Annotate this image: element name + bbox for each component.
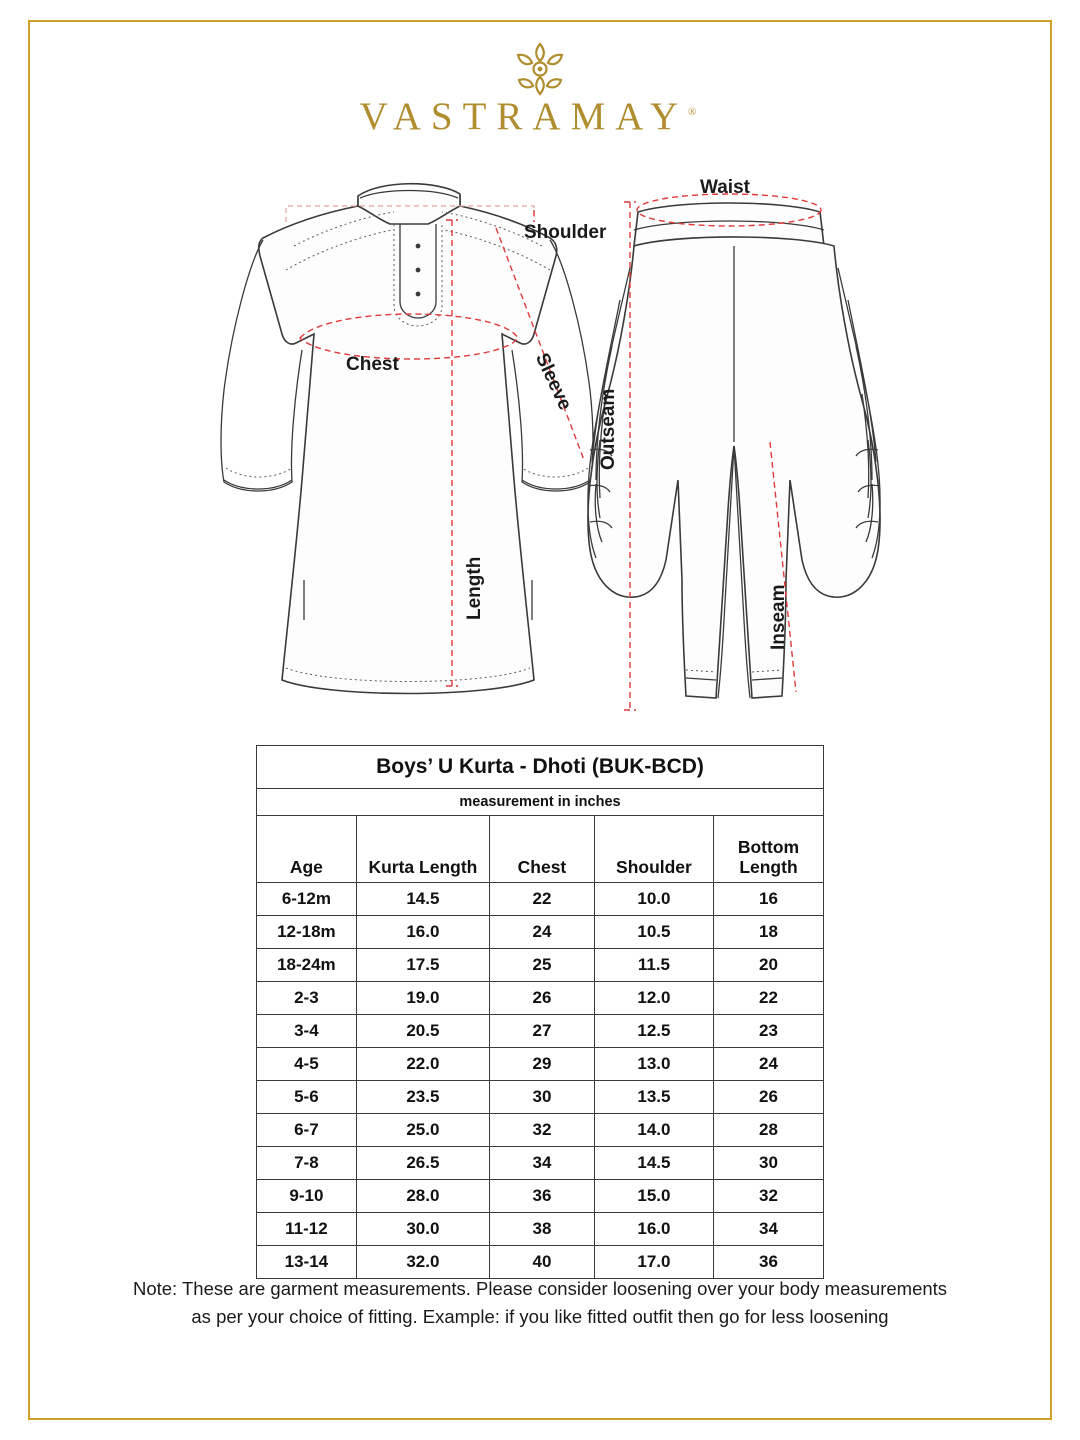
cell-bottom-length: 18 xyxy=(713,916,823,949)
cell-kurta-length: 14.5 xyxy=(356,883,489,916)
note-line-2: as per your choice of fitting. Example: if you like fitted outfit then go for less loosening xyxy=(191,1305,889,1327)
cell-chest: 36 xyxy=(490,1180,595,1213)
column-header-bottom-length: Bottom Length xyxy=(713,816,823,883)
cell-age: 12-18m xyxy=(257,916,357,949)
cell-bottom-length: 23 xyxy=(713,1015,823,1048)
label-waist: Waist xyxy=(700,177,750,198)
cell-bottom-length: 34 xyxy=(713,1213,823,1246)
cell-kurta-length: 20.5 xyxy=(356,1015,489,1048)
cell-kurta-length: 26.5 xyxy=(356,1147,489,1180)
cell-age: 13-14 xyxy=(257,1246,357,1279)
cell-chest: 22 xyxy=(490,883,595,916)
cell-bottom-length: 36 xyxy=(713,1246,823,1279)
table-row xyxy=(257,1048,824,1081)
cell-kurta-length: 19.0 xyxy=(356,982,489,1015)
cell-kurta-length: 23.5 xyxy=(356,1081,489,1114)
size-chart-table xyxy=(256,745,824,1279)
brand-name: VASTRAMAY xyxy=(359,95,689,138)
cell-shoulder: 14.0 xyxy=(594,1114,713,1147)
note-line-1: Note: These are garment measurements. Please consider loosening over your body measurements xyxy=(132,1278,948,1299)
cell-chest: 34 xyxy=(490,1147,595,1180)
cell-chest: 26 xyxy=(490,982,595,1015)
kurta-illustration xyxy=(221,184,593,694)
table-row xyxy=(257,1147,824,1180)
cell-shoulder: 10.5 xyxy=(594,916,713,949)
table-row xyxy=(257,1213,824,1246)
cell-age: 4-5 xyxy=(257,1048,357,1081)
cell-chest: 38 xyxy=(490,1213,595,1246)
cell-chest: 24 xyxy=(490,916,595,949)
cell-shoulder: 15.0 xyxy=(594,1180,713,1213)
column-header-shoulder: Shoulder xyxy=(594,816,713,883)
cell-shoulder: 13.5 xyxy=(594,1081,713,1114)
label-chest: Chest xyxy=(346,354,399,375)
table-title-row xyxy=(257,746,824,789)
column-header-kurta-length: Kurta Length xyxy=(356,816,489,883)
brand-wordmark xyxy=(360,94,697,139)
cell-shoulder: 12.5 xyxy=(594,1015,713,1048)
table-row xyxy=(257,916,824,949)
table-row xyxy=(257,949,824,982)
cell-kurta-length: 28.0 xyxy=(356,1180,489,1213)
cell-kurta-length: 17.5 xyxy=(356,949,489,982)
cell-kurta-length: 16.0 xyxy=(356,916,489,949)
table-header-row xyxy=(257,816,824,883)
column-header-chest: Chest xyxy=(490,816,595,883)
table-subtitle-row xyxy=(257,789,824,816)
cell-bottom-length: 24 xyxy=(713,1048,823,1081)
column-header-age: Age xyxy=(257,816,357,883)
table-row xyxy=(257,1246,824,1279)
cell-age: 7-8 xyxy=(257,1147,357,1180)
cell-age: 5-6 xyxy=(257,1081,357,1114)
table-row xyxy=(257,1015,824,1048)
cell-bottom-length: 20 xyxy=(713,949,823,982)
cell-chest: 27 xyxy=(490,1015,595,1048)
cell-kurta-length: 22.0 xyxy=(356,1048,489,1081)
cell-chest: 32 xyxy=(490,1114,595,1147)
measurement-diagram xyxy=(28,150,1052,740)
cell-chest: 25 xyxy=(490,949,595,982)
cell-bottom-length: 26 xyxy=(713,1081,823,1114)
label-inseam: Inseam xyxy=(768,584,789,650)
label-sleeve: Sleeve xyxy=(530,350,576,414)
brand-header xyxy=(28,38,1052,139)
cell-kurta-length: 30.0 xyxy=(356,1213,489,1246)
table-row xyxy=(257,1114,824,1147)
table-body xyxy=(257,883,824,1279)
cell-shoulder: 11.5 xyxy=(594,949,713,982)
cell-chest: 40 xyxy=(490,1246,595,1279)
floral-ornament-icon xyxy=(505,38,575,100)
table-row xyxy=(257,1081,824,1114)
label-length: Length xyxy=(464,556,485,620)
cell-shoulder: 13.0 xyxy=(594,1048,713,1081)
cell-age: 9-10 xyxy=(257,1180,357,1213)
table-row xyxy=(257,982,824,1015)
dhoti-pants-illustration xyxy=(588,194,880,710)
table-subtitle: measurement in inches xyxy=(257,789,824,816)
table-title: Boys’ U Kurta - Dhoti (BUK-BCD) xyxy=(257,746,824,789)
cell-bottom-length: 28 xyxy=(713,1114,823,1147)
cell-shoulder: 14.5 xyxy=(594,1147,713,1180)
cell-age: 6-7 xyxy=(257,1114,357,1147)
cell-shoulder: 16.0 xyxy=(594,1213,713,1246)
page-content xyxy=(28,20,1052,1420)
cell-chest: 30 xyxy=(490,1081,595,1114)
label-outseam: Outseam xyxy=(598,388,619,470)
cell-age: 11-12 xyxy=(257,1213,357,1246)
registered-mark: ® xyxy=(688,106,697,118)
size-chart-container xyxy=(256,745,824,1279)
cell-age: 2-3 xyxy=(257,982,357,1015)
cell-bottom-length: 32 xyxy=(713,1180,823,1213)
cell-chest: 29 xyxy=(490,1048,595,1081)
cell-shoulder: 17.0 xyxy=(594,1246,713,1279)
cell-shoulder: 10.0 xyxy=(594,883,713,916)
cell-age: 18-24m xyxy=(257,949,357,982)
measurement-note xyxy=(48,1275,1032,1331)
cell-kurta-length: 25.0 xyxy=(356,1114,489,1147)
table-row xyxy=(257,883,824,916)
table-row xyxy=(257,1180,824,1213)
cell-bottom-length: 30 xyxy=(713,1147,823,1180)
cell-bottom-length: 16 xyxy=(713,883,823,916)
cell-age: 3-4 xyxy=(257,1015,357,1048)
cell-shoulder: 12.0 xyxy=(594,982,713,1015)
label-shoulder: Shoulder xyxy=(524,222,607,243)
cell-bottom-length: 22 xyxy=(713,982,823,1015)
cell-kurta-length: 32.0 xyxy=(356,1246,489,1279)
cell-age: 6-12m xyxy=(257,883,357,916)
